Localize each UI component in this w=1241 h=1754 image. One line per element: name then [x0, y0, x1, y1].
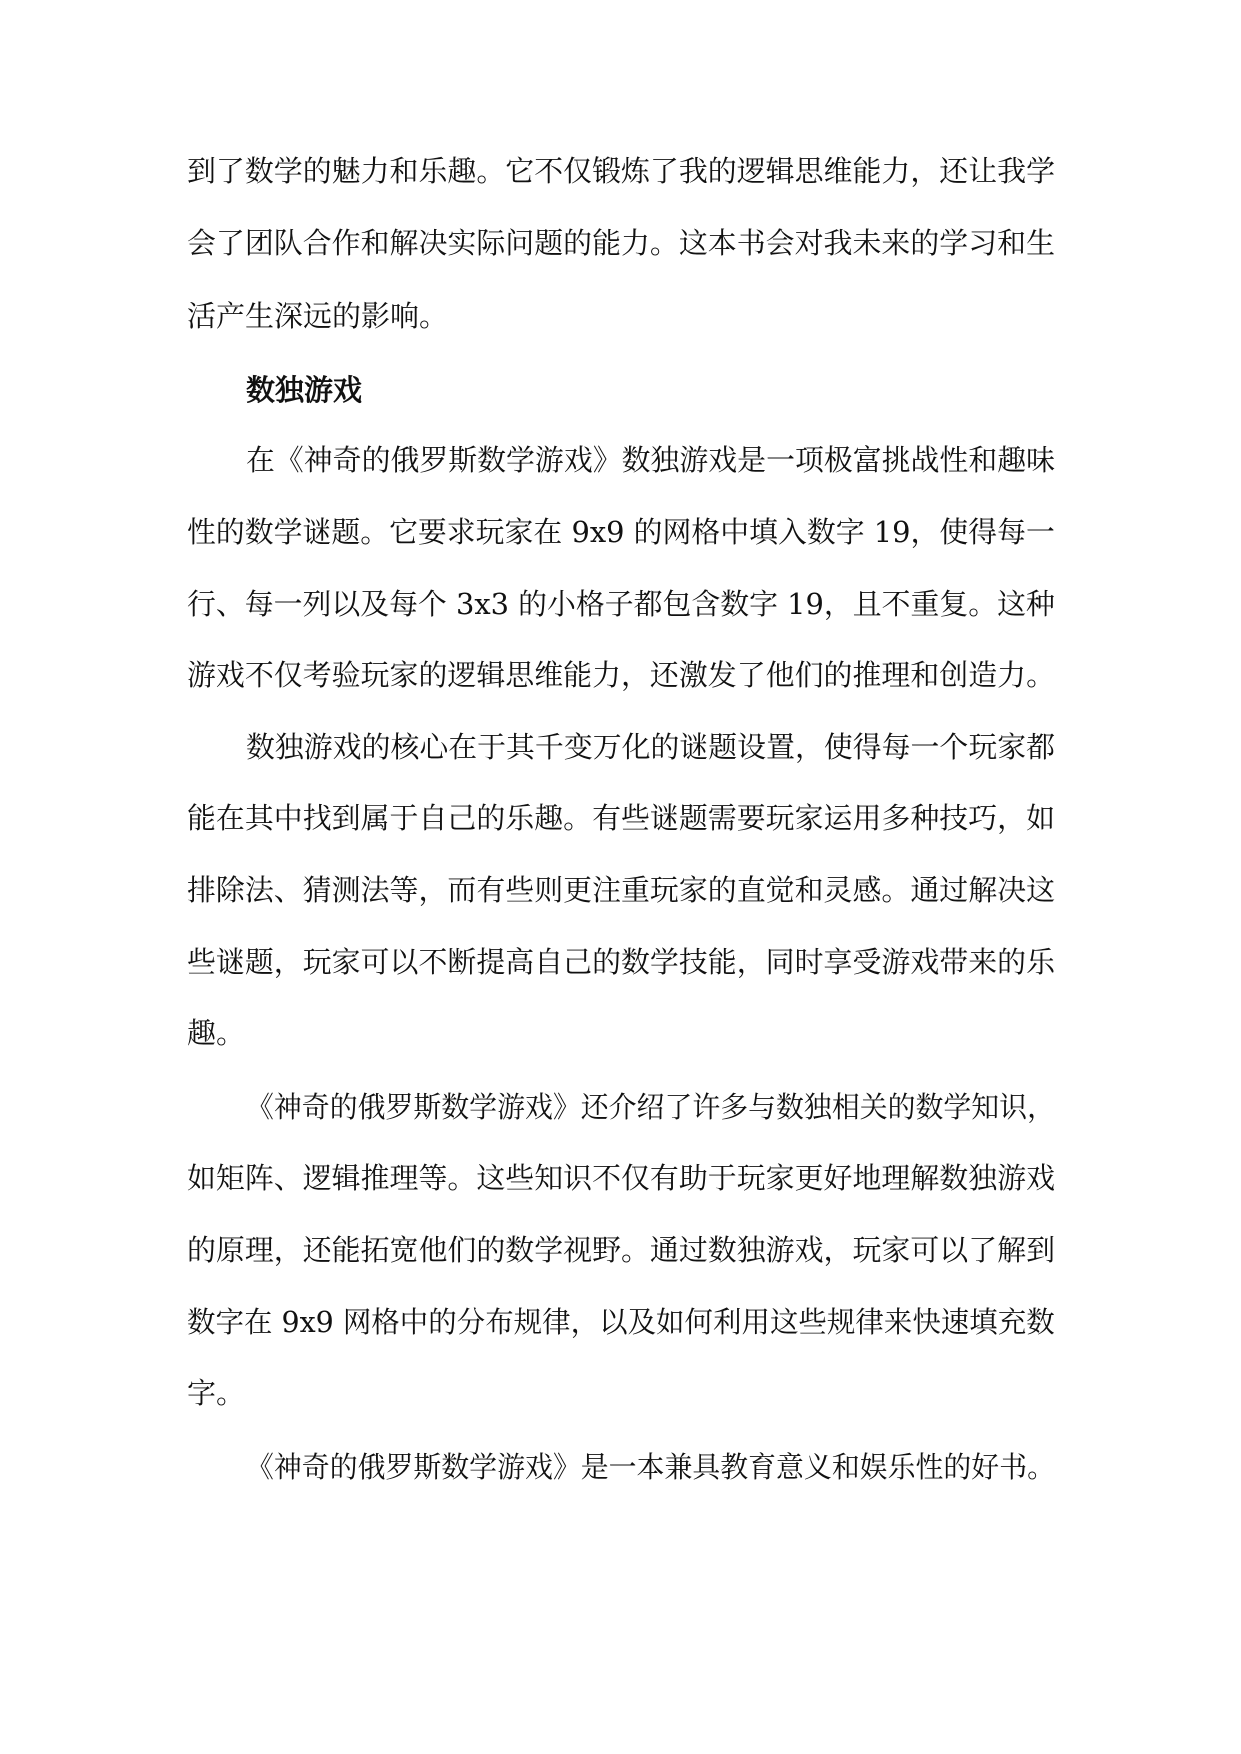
section-heading: 数独游戏	[246, 373, 363, 407]
paragraph-line: 数字在 9x9 网格中的分布规律，以及如何利用这些规律来快速填充数	[187, 1305, 1055, 1339]
paragraph-line: 性的数学谜题。它要求玩家在 9x9 的网格中填入数字 19，使得每一	[187, 515, 1055, 549]
paragraph-line: 行、每一列以及每个 3x3 的小格子都包含数字 19，且不重复。这种	[187, 587, 1055, 621]
paragraph-line: 如矩阵、逻辑推理等。这些知识不仅有助于玩家更好地理解数独游戏	[187, 1161, 1056, 1195]
paragraph-line: 排除法、猜测法等，而有些则更注重玩家的直觉和灵感。通过解决这	[187, 873, 1056, 907]
paragraph-line: 的原理，还能拓宽他们的数学视野。通过数独游戏，玩家可以了解到	[187, 1233, 1056, 1267]
paragraph-line: 在《神奇的俄罗斯数学游戏》数独游戏是一项极富挑战性和趣味	[246, 443, 1056, 477]
paragraph-line: 趣。	[187, 1016, 246, 1050]
paragraph-line: 《神奇的俄罗斯数学游戏》是一本兼具教育意义和娱乐性的好书。	[246, 1450, 1056, 1484]
paragraph-line: 活产生深远的影响。	[187, 299, 449, 333]
paragraph-line: 能在其中找到属于自己的乐趣。有些谜题需要玩家运用多种技巧，如	[187, 801, 1056, 835]
paragraph-line: 到了数学的魅力和乐趣。它不仅锻炼了我的逻辑思维能力，还让我学	[187, 154, 1056, 188]
paragraph-line: 《神奇的俄罗斯数学游戏》还介绍了许多与数独相关的数学知识，	[246, 1090, 1056, 1124]
paragraph-line: 游戏不仅考验玩家的逻辑思维能力，还激发了他们的推理和创造力。	[187, 658, 1056, 692]
paragraph-line: 会了团队合作和解决实际问题的能力。这本书会对我未来的学习和生	[187, 226, 1056, 260]
paragraph-line: 字。	[187, 1376, 246, 1410]
paragraph-line: 数独游戏的核心在于其千变万化的谜题设置，使得每一个玩家都	[246, 730, 1056, 764]
paragraph-line: 些谜题，玩家可以不断提高自己的数学技能，同时享受游戏带来的乐	[187, 945, 1056, 979]
